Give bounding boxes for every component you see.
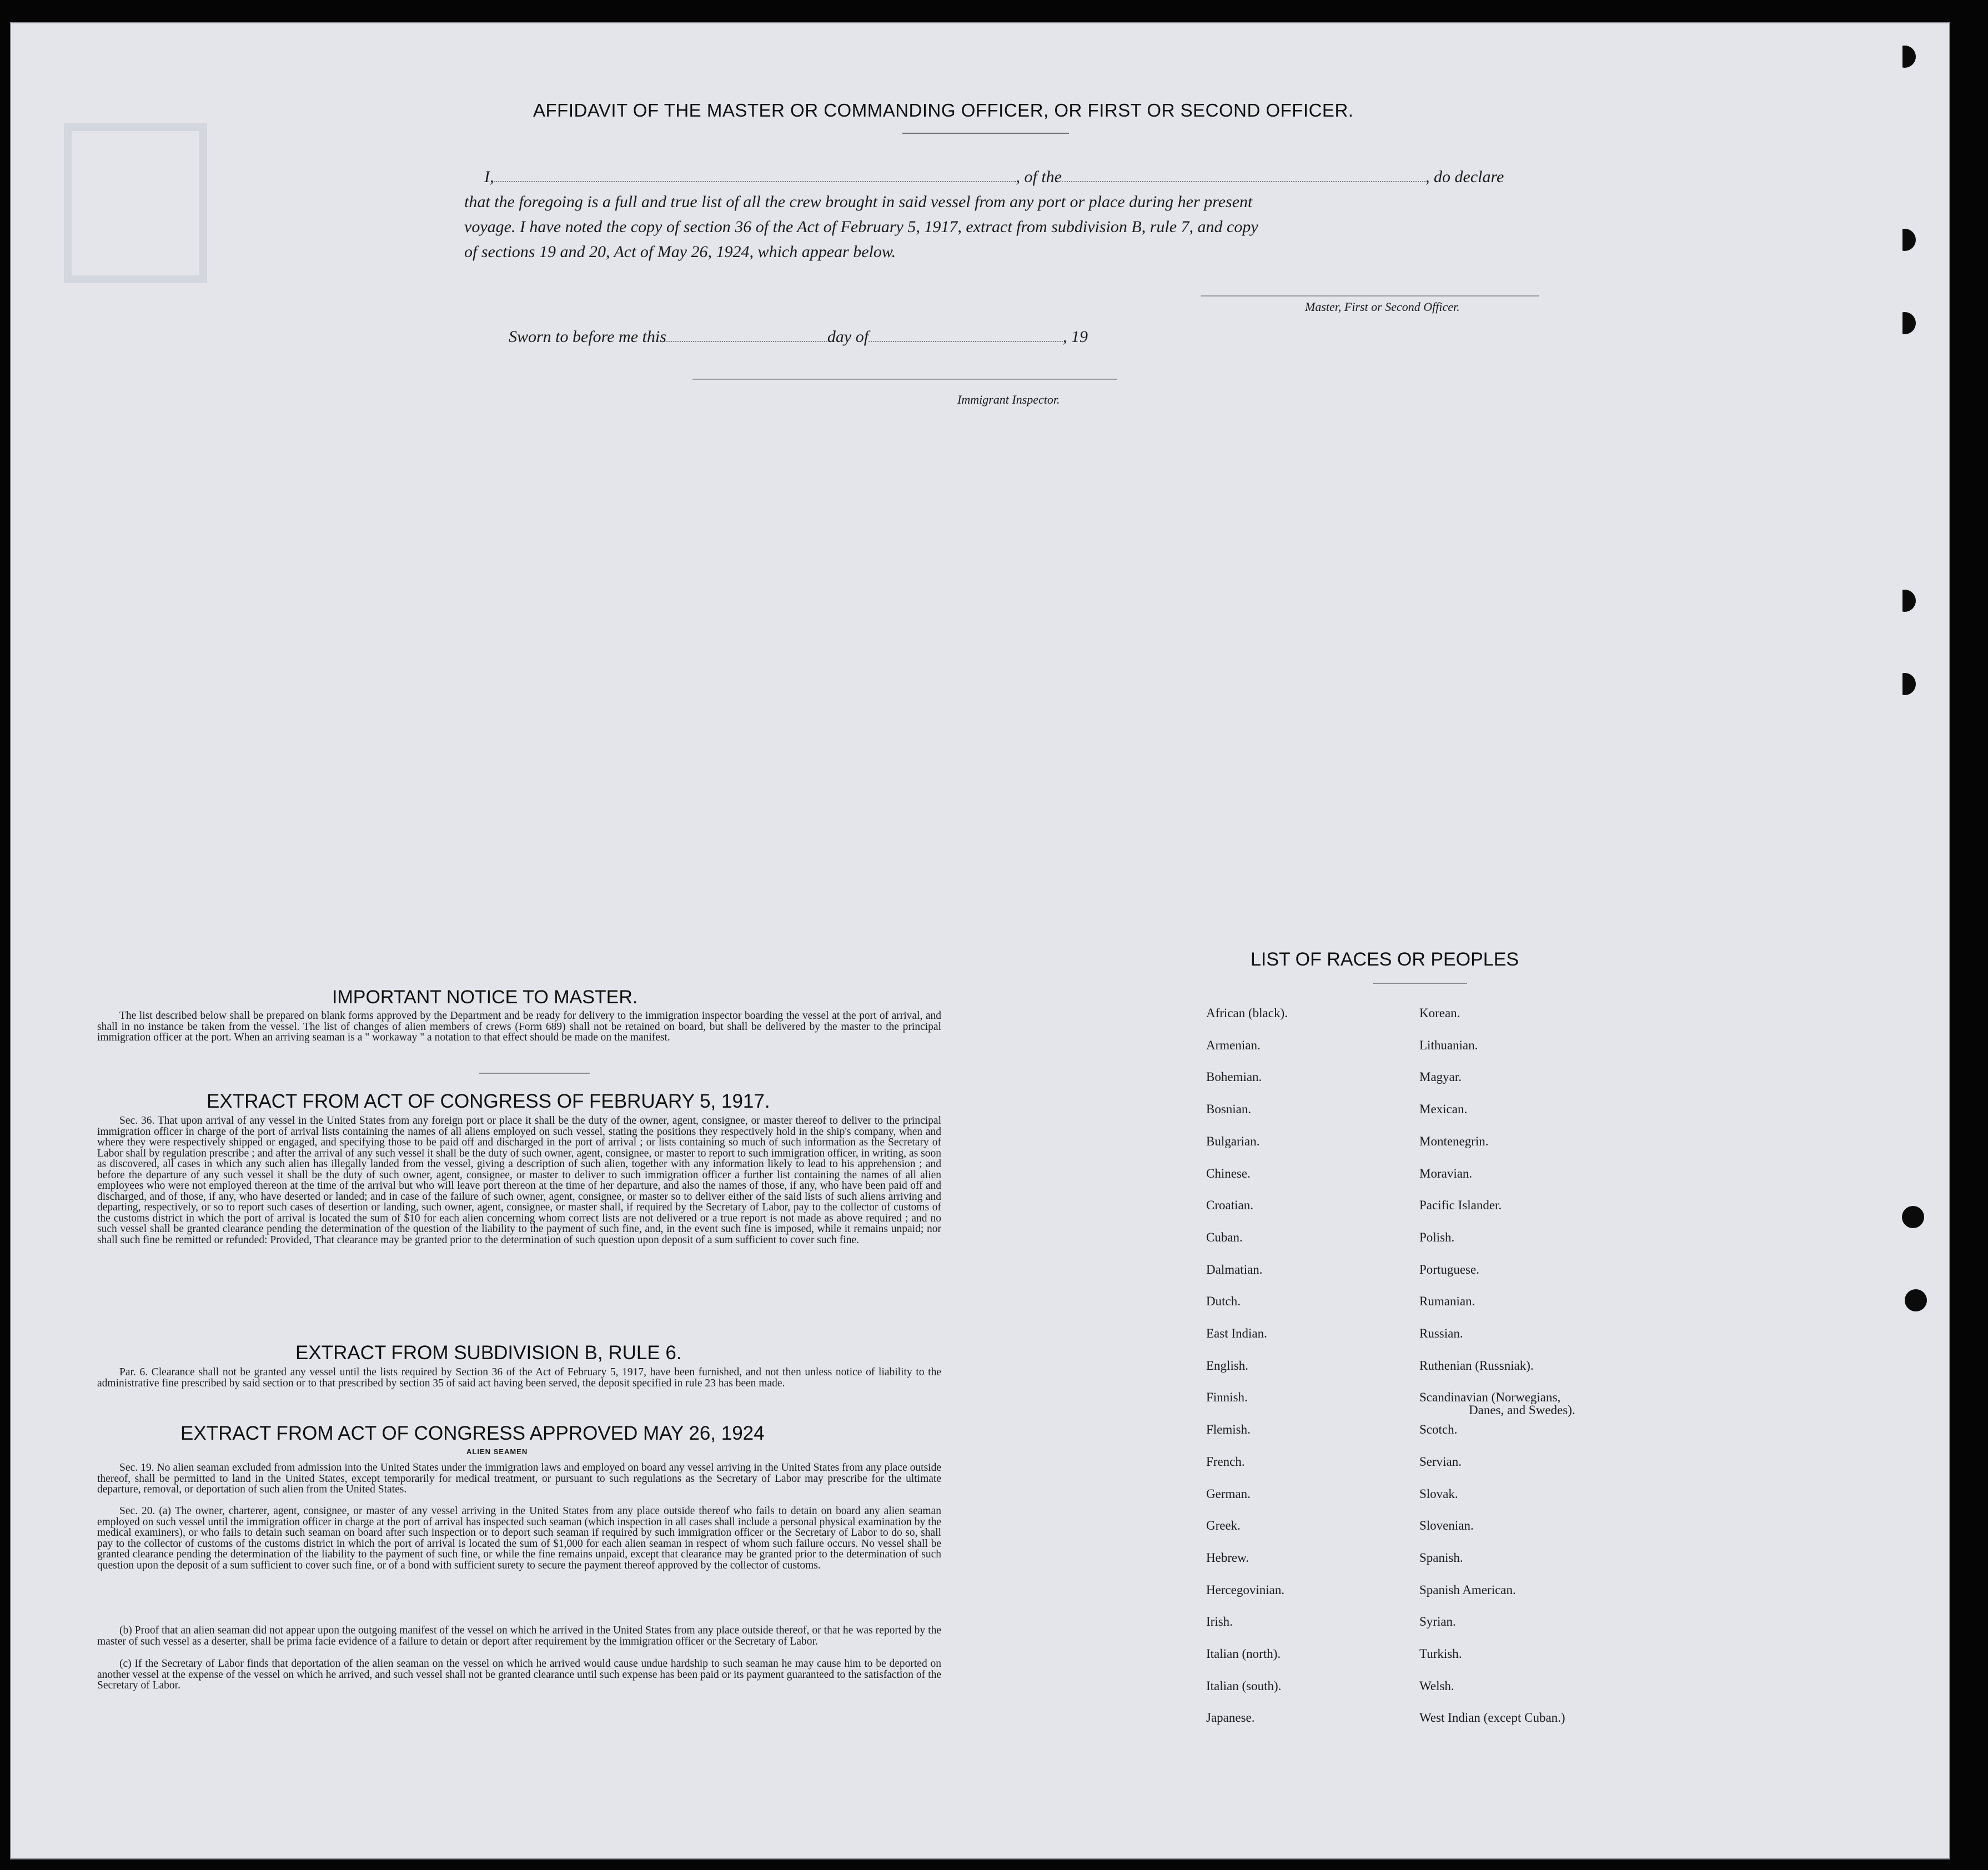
notice-body: The list described below shall be prepared on blank forms approved by the Department and be ready for delivery to the immigration inspector boarding the vessel at the port of arrival, and shall in no instance be taken from the vessel. The list of changes of alien members of crews (Form 689) shall not be retained on board, but shall be delivered by the master to the principal immigration officer at the port. When an arriving seaman is a " workaway " a notation to that effect should be made on the manifest. <box>97 1010 941 1043</box>
race-right-continuation: Danes, and Swedes). <box>1469 1403 1575 1417</box>
race-item: Bulgarian. <box>1206 1134 1260 1148</box>
race-item: Syrian. <box>1419 1615 1456 1629</box>
race-item: Mexican. <box>1419 1102 1468 1117</box>
subdivision-title: EXTRACT FROM SUBDIVISION B, RULE 6. <box>295 1342 682 1364</box>
binder-hole-icon <box>1894 229 1916 251</box>
race-item: Spanish. <box>1419 1550 1463 1565</box>
race-item: Welsh. <box>1419 1678 1454 1693</box>
race-item: Japanese. <box>1206 1711 1255 1725</box>
race-item: Scotch. <box>1419 1422 1458 1437</box>
race-item: Finnish. <box>1206 1390 1248 1405</box>
race-item: Slovak. <box>1419 1486 1458 1501</box>
race-item: English. <box>1206 1358 1249 1373</box>
race-item: French. <box>1206 1454 1245 1469</box>
extract-1924-sec20c: (c) If the Secretary of Labor finds that deportation of the alien seaman on the vessel on which he arrived would cause undue hardship to such seaman he may cause him to be deported on another vessel at the expense of the vessel on which he arrived, and such vessel shall not be granted clearance until such expense has been paid or its payment guaranteed to the satisfaction of the Secretary of Labor. <box>97 1658 941 1691</box>
race-item: Hercegovinian. <box>1206 1582 1285 1597</box>
race-item: Korean. <box>1419 1006 1460 1020</box>
race-item: German. <box>1206 1486 1251 1501</box>
race-item: Slovenian. <box>1419 1519 1474 1533</box>
bleed-through-mark <box>64 123 207 283</box>
race-item: Moravian. <box>1419 1166 1473 1180</box>
race-item: Italian (south). <box>1206 1678 1282 1693</box>
sworn-text: Sworn to before me this <box>509 328 666 346</box>
extract-1924-sec20b: (b) Proof that an alien seaman did not appear upon the outgoing manifest of the vessel on which he arrived in the United States from any place outside thereof, or that he was reported by the master of such vessel as a deserter, shall be prima facie evidence of a failure to detain or deport after requirement by the immigration officer or the Secretary of Labor. <box>97 1625 941 1647</box>
race-item: Dalmatian. <box>1206 1262 1263 1276</box>
document-page <box>10 22 1950 1859</box>
binder-hole-icon <box>1894 590 1916 612</box>
sworn-day-field[interactable] <box>666 341 827 342</box>
affidavit-line4: of sections 19 and 20, Act of May 26, 1924, which appear below. <box>464 243 896 261</box>
day-of-text: day of <box>827 328 869 346</box>
races-title: LIST OF RACES OR PEOPLES <box>1251 949 1519 970</box>
race-item: Rumanian. <box>1419 1294 1475 1309</box>
race-item: Scandinavian (Norwegians, <box>1419 1390 1561 1405</box>
vessel-field-line[interactable] <box>1062 181 1425 182</box>
race-item: Polish. <box>1419 1230 1455 1244</box>
race-item: Ruthenian (Russniak). <box>1419 1358 1534 1373</box>
extract-1924-sec19: Sec. 19. No alien seaman excluded from admission into the United States under the immigration laws and employed on board any vessel arriving in the United States from any place outside thereof, shall be permitted to land in the United States, except temporarily for medical treatment, or pursuant to such regulations as the Secretary of Labor may prescribe for the ultimate departure, removal, or deportation of such alien from the United States. <box>97 1462 941 1495</box>
race-item: Dutch. <box>1206 1294 1241 1309</box>
race-item: Servian. <box>1419 1454 1462 1469</box>
inspector-signature-caption: Immigrant Inspector. <box>957 393 1060 406</box>
name-field-line[interactable] <box>494 181 1016 182</box>
race-item: Croatian. <box>1206 1198 1253 1213</box>
race-item: Magyar. <box>1419 1070 1462 1084</box>
race-item: Cuban. <box>1206 1230 1243 1244</box>
extract-1917-title: EXTRACT FROM ACT OF CONGRESS OF FEBRUARY 5, 1917. <box>207 1090 770 1112</box>
inspector-signature-line[interactable] <box>692 379 1117 380</box>
year-text: , 19 <box>1063 328 1088 346</box>
subdivision-body: Par. 6. Clearance shall not be granted any vessel until the lists required by Section 36 of the Act of February 5, 1917, have been furnished, and not then unless notice of liability to the administrative fine prescribed by said section or to that prescribed by section 35 of said act having been served, the deposit specified in rule 23 has been made. <box>97 1366 941 1389</box>
affidavit-do-declare: , do declare <box>1425 168 1504 186</box>
race-item: Hebrew. <box>1206 1550 1249 1565</box>
notice-rule <box>479 1073 590 1074</box>
affidavit-of-the: , of the <box>1016 168 1062 186</box>
race-item: African (black). <box>1206 1006 1288 1020</box>
race-item: Irish. <box>1206 1615 1233 1629</box>
affidavit-title: AFFIDAVIT OF THE MASTER OR COMMANDING OFFICER, OR FIRST OR SECOND OFFICER. <box>533 100 1354 120</box>
master-signature-caption: Master, First or Second Officer. <box>1305 300 1460 314</box>
race-item: Pacific Islander. <box>1419 1198 1502 1213</box>
master-signature-line[interactable] <box>1201 295 1539 296</box>
binder-hole-icon <box>1902 1206 1924 1228</box>
race-item: Flemish. <box>1206 1422 1251 1437</box>
alien-seamen-subtitle: ALIEN SEAMEN <box>466 1447 528 1456</box>
race-item: Portuguese. <box>1419 1262 1479 1276</box>
race-item: Greek. <box>1206 1519 1241 1533</box>
race-item: Spanish American. <box>1419 1582 1516 1597</box>
race-item: Russian. <box>1419 1326 1463 1340</box>
binder-hole-icon <box>1905 1289 1927 1311</box>
binder-hole-icon <box>1894 312 1916 334</box>
binder-hole-icon <box>1894 673 1916 695</box>
race-item: Montenegrin. <box>1419 1134 1489 1148</box>
race-item: Turkish. <box>1419 1647 1462 1661</box>
notice-title: IMPORTANT NOTICE TO MASTER. <box>332 987 638 1008</box>
extract-1924-sec20a: Sec. 20. (a) The owner, charterer, agent, consignee, or master of any vessel arriving in the United States from any place outside thereof who fails to detain on board any alien seaman employed on such vessel until the immigration officer in charge at the port of arrival has inspected such seaman (which inspection in all cases shall include a personal physical examination by the medical examiners), or who fails to detain such seaman on board after such inspection or to deport such seaman if required by such immigration officer or the Secretary of Labor to do so, shall pay to the collector of customs of the customs district in which the port of arrival is located the sum of $1,000 for each alien seaman in respect of whom such failure occurs. No vessel shall be granted clearance pending the determination of the liability to the payment of such fine, or while the fine remains unpaid, except that clearance may be granted prior to the determination of such question upon the deposit of a sum sufficient to cover such fine, or of a bond with sufficient surety to secure the payment thereof approved by the collector of customs. <box>97 1505 941 1571</box>
sworn-month-field[interactable] <box>869 341 1063 342</box>
extract-1917-body: Sec. 36. That upon arrival of any vessel in the United States from any foreign port or place it shall be the duty of the owner, agent, consignee, or master thereof to deliver to the principal immigration officer in charge of the port of arrival lists containing the names of all aliens employed on such vessel, stating the positions they respectively hold in the ship's company, when and where they were respectively shipped or engaged, and specifying those to be paid off and discharged in the port of arrival ; or lists containing so much of such information as the Secretary of Labor shall by regulation prescribe ; and after the arrival of any such vessel it shall be the duty of such owner, agent, consignee, or master to report to such immigration officer, in writing, as soon as discovered, all cases in which any such alien has illegally landed from the vessel, giving a description of such alien, together with any information likely to lead to his apprehension ; and before the departure of any such vessel it shall be the duty of such owner, agent, consignee, or master to deliver to such immigration officer a further list containing the names of all alien employees who were not employed thereon at the time of the arrival but who will leave port thereon at the time of her departure, and also the names of those, if any, who have been paid off and discharged, and of those, if any, who have deserted or landed; and in case of the failure of such owner, agent, consignee, or master so to deliver either of the said lists of such aliens arriving and departing, respectively, or so to report such cases of desertion or landing, such owner, agent, consignee, or master shall, if required by the Secretary of Labor, pay to the collector of customs of the customs district in which the port of arrival is located the sum of $10 for each alien concerning whom correct lists are not delivered or a true report is not made as above required ; and no such vessel shall be granted clearance pending the determination of the question of the liability to the payment of such fine, and, in the event such fine is imposed, while it remains unpaid; nor shall such fine be remitted or refunded: Provided, That clearance may be granted prior to the determination of such question upon deposit of a sum sufficient to cover such fine. <box>97 1115 941 1246</box>
race-item: East Indian. <box>1206 1326 1267 1340</box>
race-item: Bosnian. <box>1206 1102 1252 1117</box>
race-item: Chinese. <box>1206 1166 1251 1180</box>
affidavit-line2: that the foregoing is a full and true list of all the crew brought in said vessel from any port or place during her present <box>464 193 1253 211</box>
race-item: Lithuanian. <box>1419 1038 1478 1052</box>
sworn-line <box>509 328 1088 346</box>
affidavit-i: I, <box>484 168 494 186</box>
race-item: Armenian. <box>1206 1038 1261 1052</box>
races-title-rule <box>1373 983 1467 984</box>
race-item: West Indian (except Cuban.) <box>1419 1711 1565 1725</box>
affidavit-line3: voyage. I have noted the copy of section 36 of the Act of February 5, 1917, extract from subdivision B, rule 7, and copy <box>464 218 1258 236</box>
binder-hole-icon <box>1894 46 1916 68</box>
extract-1924-title: EXTRACT FROM ACT OF CONGRESS APPROVED MAY 26, 1924 <box>180 1422 765 1444</box>
affidavit-line1 <box>484 168 1504 187</box>
race-item: Bohemian. <box>1206 1070 1262 1084</box>
race-item: Italian (north). <box>1206 1647 1281 1661</box>
affidavit-title-rule <box>902 133 1069 134</box>
